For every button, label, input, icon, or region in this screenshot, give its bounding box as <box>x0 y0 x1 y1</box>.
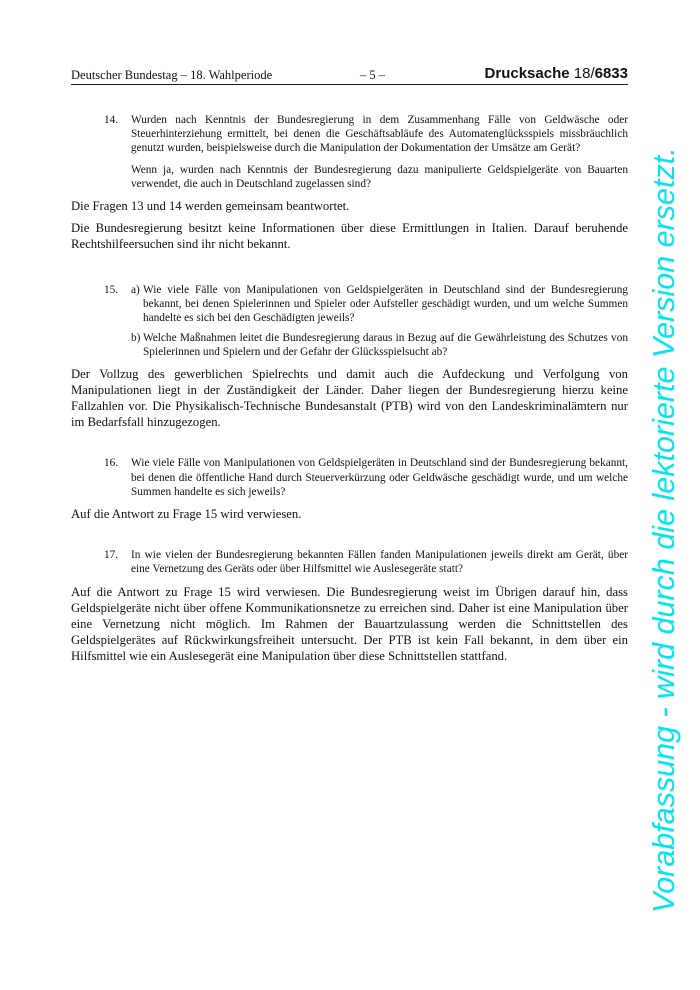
answer-paragraph: Auf die Antwort zu Frage 15 wird verwiesen. <box>71 507 302 522</box>
header-num: 6833 <box>594 65 628 82</box>
question-16 <box>71 456 628 499</box>
question-number: 16. <box>104 457 119 470</box>
question-number: 15. <box>104 283 119 296</box>
header-document-number <box>485 65 628 82</box>
question-14 <box>71 113 628 191</box>
draft-watermark: Vorabfassung - wird durch die lektorierte Version ersetzt. <box>647 147 681 913</box>
part-label: b) <box>131 332 141 345</box>
question-text: Wenn ja, wurden nach Kenntnis der Bundesregierung dazu manipulierte Geldspielgeräte von Bauarten verwendet, die auch in Deutschland zugelassen sind? <box>131 163 628 190</box>
question-number: 14. <box>104 114 119 126</box>
document-body <box>71 113 628 671</box>
question-part-a <box>131 283 628 326</box>
header-num-prefix: 18/ <box>573 65 595 82</box>
question-text: Wie viele Fälle von Manipulationen von Geldspielgeräten in Deutschland sind der Bundesregierung bekannt, bei denen die öffentliche Hand durch Steuerverkürzung oder Geldwäsche geschädigt wurde, und um welche Summen handelte es sich jeweils? <box>131 457 628 498</box>
page-header <box>71 64 628 85</box>
question-17 <box>71 548 628 576</box>
header-publication: Deutscher Bundestag – 18. Wahlperiode <box>71 68 273 82</box>
question-text: In wie vielen der Bundesregierung bekannten Fällen fanden Manipulationen jeweils direkt am Gerät, über eine Vernetzung des Geräts oder über Hilfsmittel wie Auslesegeräte statt? <box>131 549 628 576</box>
part-label: a) <box>131 283 140 296</box>
question-15 <box>71 283 628 360</box>
question-part-b <box>131 331 628 359</box>
question-text: Wie viele Fälle von Manipulationen von Geldspielgeräten in Deutschland sind der Bundesregierung bekannt, bei denen Spielerinnen und Spieler oder Aufsteller geschädigt wurden, und um welche Summen handelte es sich bei den Geschädigten jeweils? <box>143 283 628 325</box>
question-number: 17. <box>104 549 119 562</box>
question-text: Wurden nach Kenntnis der Bundesregierung in dem Zusammenhang Fälle von Geldwäsche oder Steuerhinterziehung ermittelt, bei denen die Geschäftsabläufe des Automatenglücksspiels missbräuchlich genutzt wurden, beispielsweise durch die Manipulation der Dokumentation der Umsätze am Gerät? <box>131 114 628 155</box>
answer-paragraph: Die Bundesregierung besitzt keine Informationen über diese Ermittlungen in Italien. Darauf beruhende Rechtshilfeersuchen sind ihr nicht bekannt. <box>71 221 628 252</box>
header-drucksache-label: Drucksache <box>484 65 570 82</box>
question-text: Welche Maßnahmen leitet die Bundesregierung daraus in Bezug auf die Gewährleistung des Schutzes von Spielerinnen und Spielern und der Gefahr der Glücksspielsucht ab? <box>143 332 628 359</box>
answer-paragraph: Der Vollzug des gewerblichen Spielrechts und damit auch die Aufdeckung und Verfolgung von Manipulationen liegt in der Zuständigkeit der Länder. Daher liegen der Bundesregierung hierzu keine Fallzahlen vor. Die Physikalisch-Technische Bundesanstalt (PTB) wird von den Landeskriminalämtern nur im Bedarfsfall hinzugezogen. <box>71 366 628 430</box>
answer-paragraph: Die Fragen 13 und 14 werden gemeinsam beantwortet. <box>71 199 350 214</box>
header-page-number: – 5 – <box>360 68 385 82</box>
answer-paragraph: Auf die Antwort zu Frage 15 wird verwiesen. Die Bundesregierung weist im Übrigen darauf hin, dass Geldspielgeräte nicht über offene Kommunikationsnetze zu erreichen sind. Daher ist eine Manipulation über eine Vernetzung nicht möglich. Im Rahmen der Bauartzulassung werden die Schnittstellen des Geldspielgerätes auf Rückwirkungsfreiheit untersucht. Der PTB ist kein Fall bekannt, in dem über ein Hilfsmittel wie ein Auslesegerät eine Manipulation über diese Schnittstellen stattfand. <box>71 584 628 664</box>
